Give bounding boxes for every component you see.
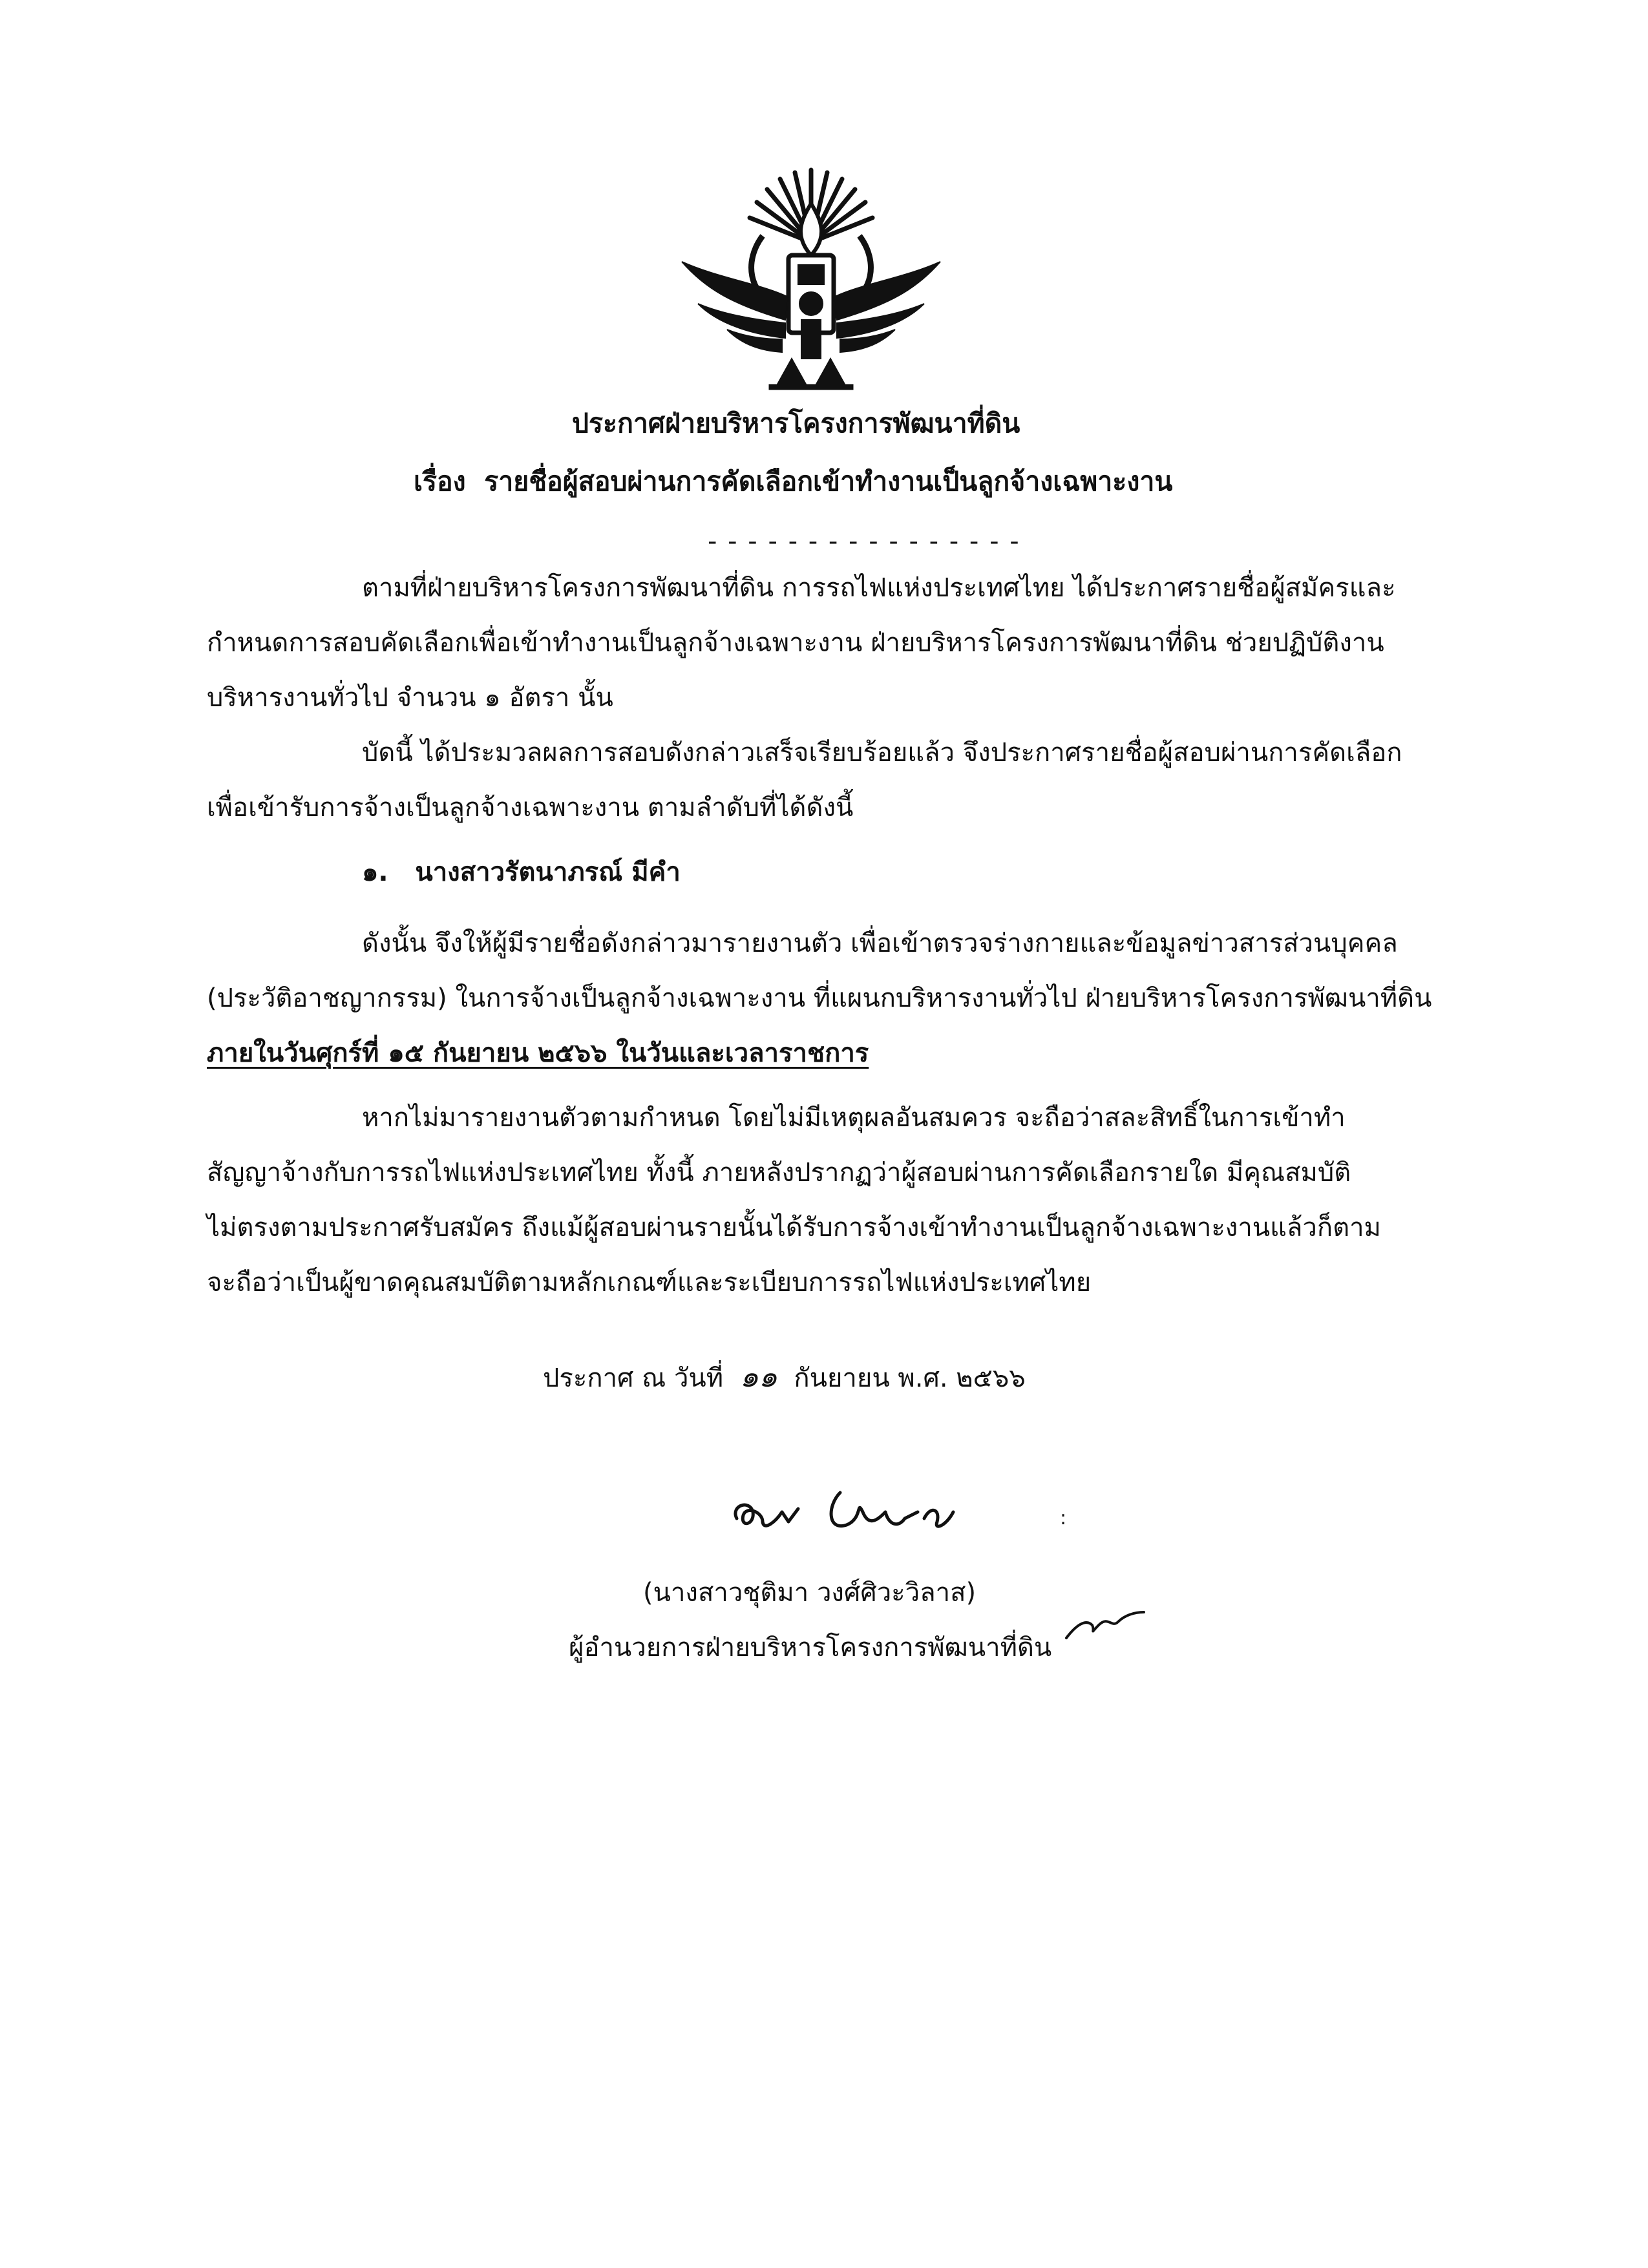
para2-line2: เพื่อเข้ารับการจ้างเป็นลูกจ้างเฉพาะงาน ตามลำดับที่ได้ดังนี้ [207,793,854,823]
para1-line1: ตามที่ฝ่ายบริหารโครงการพัฒนาที่ดิน การรถไฟแห่งประเทศไทย ได้ประกาศรายชื่อผู้สมัครและ [362,573,1396,603]
list-item [362,853,681,892]
document-title: ประกาศฝ่ายบริหารโครงการพัฒนาที่ดิน [572,408,1020,439]
para4-line3: ไม่ตรงตามประกาศรับสมัคร ถึงแม้ผู้สอบผ่านรายนั้นได้รับการจ้างเข้าทำงานเป็นลูกจ้างเฉพาะงานแล้วก็ตาม [207,1213,1381,1243]
subject-line [414,462,1172,501]
announcement-day: ๑๑ [739,1359,777,1394]
divider: - - - - - - - - - - - - - - - - [708,527,1020,556]
para4-line1: หากไม่มารายงานตัวตามกำหนด โดยไม่มีเหตุผลอันสมควร จะถือว่าสละสิทธิ์ในการเข้าทำ [362,1103,1346,1133]
subject-text: รายชื่อผู้สอบผ่านการคัดเลือกเข้าทำงานเป็นลูกจ้างเฉพาะงาน [484,466,1173,497]
subject-label: เรื่อง [414,466,466,497]
initials-mark [1063,1596,1147,1648]
para3-line2: (ประวัติอาชญากรรม) ในการจ้างเป็นลูกจ้างเฉพาะงาน ที่แผนกบริหารงานทั่วไป ฝ่ายบริหารโครงการพัฒนาที่ดิน [207,983,1432,1013]
list-item-number: ๑. [362,857,388,887]
para1-line3: บริหารงานทั่วไป จำนวน ๑ อัตรา นั้น [207,683,613,713]
signatory-position: ผู้อำนวยการฝ่ายบริหารโครงการพัฒนาที่ดิน [569,1633,1052,1663]
para2-line1: บัดนี้ ได้ประมวลผลการสอบดังกล่าวเสร็จเรียบร้อยแล้ว จึงประกาศรายชื่อผู้สอบผ่านการคัดเลือก [362,738,1402,768]
para3-line1: ดังนั้น จึงให้ผู้มีรายชื่อดังกล่าวมารายงานตัว เพื่อเข้าตรวจร่างกายและข้อมูลข่าวสารส่วนบุคคล [362,929,1398,958]
signature-handwriting [724,1467,995,1557]
announcement-suffix: กันยายน พ.ศ. ๒๕๖๖ [794,1363,1026,1393]
para4-line2: สัญญาจ้างกับการรถไฟแห่งประเทศไทย ทั้งนี้ ภายหลังปรากฏว่าผู้สอบผ่านการคัดเลือกรายใด มีคุณสมบัติ [207,1158,1351,1188]
announcement-date [543,1357,1026,1398]
dot-mark: : [1060,1507,1067,1529]
srt-emblem-icon [679,165,944,391]
announcement-prefix: ประกาศ ณ วันที่ [543,1363,724,1393]
para4-line4: จะถือว่าเป็นผู้ขาดคุณสมบัติตามหลักเกณฑ์และระเบียบการรถไฟแห่งประเทศไทย [207,1268,1092,1297]
signatory-name: (นางสาวชุติมา วงศ์ศิวะวิลาส) [643,1578,977,1608]
para1-line2: กำหนดการสอบคัดเลือกเพื่อเข้าทำงานเป็นลูกจ้างเฉพาะงาน ฝ่ายบริหารโครงการพัฒนาที่ดิน ช่วยปฏิบัติงาน [207,628,1384,658]
deadline-text: ภายในวันศุกร์ที่ ๑๕ กันยายน ๒๕๖๖ ในวันและเวลาราชการ [207,1038,869,1068]
list-item-name: นางสาวรัตนาภรณ์ มีคำ [415,857,681,887]
